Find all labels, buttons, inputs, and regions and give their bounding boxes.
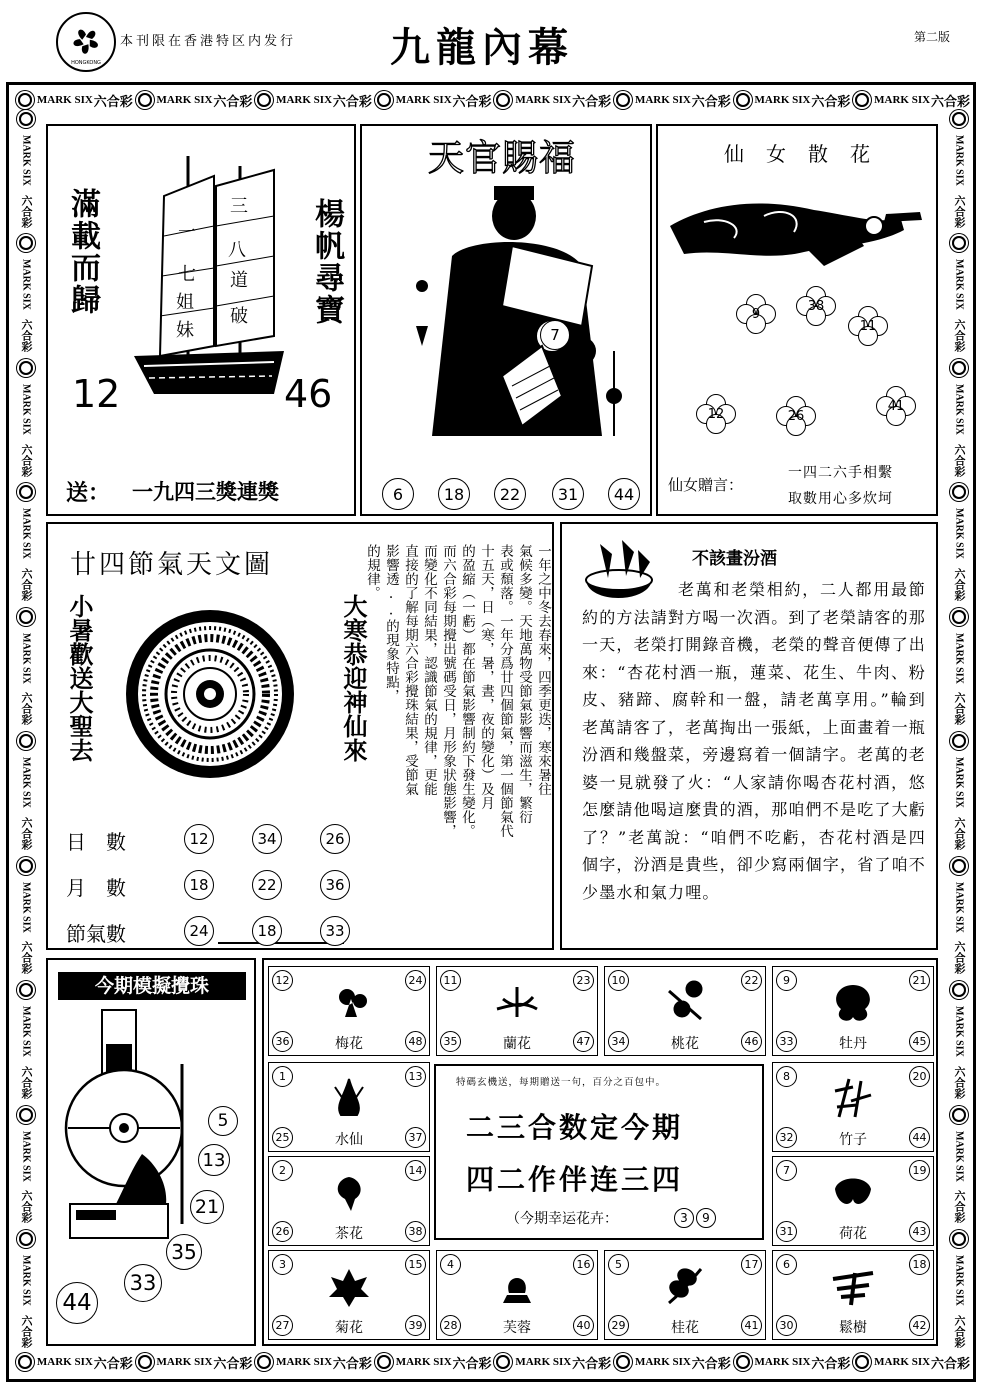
flower-ornament-icon xyxy=(952,983,966,997)
solar-number: 33 xyxy=(320,916,350,946)
fairy-number: 12 xyxy=(707,406,725,422)
liuhe-label: 六合彩 xyxy=(20,443,33,477)
mark-six-label: MARK SIX xyxy=(20,1130,32,1182)
liuhe-label: 六合彩 xyxy=(953,319,966,353)
flower-name: 桂花 xyxy=(671,1320,699,1336)
solar-text-column: 而六合彩每期攪出號碼受日，月形象狀態影響， xyxy=(440,544,456,838)
liuhe-label: 六合彩 xyxy=(20,941,33,975)
fairy-panel xyxy=(656,124,938,516)
flower-cell xyxy=(772,1250,934,1340)
solar-left-couplet: 小暑歡送大聖去 xyxy=(65,594,94,762)
liuhe-label: 六合彩 xyxy=(811,1355,851,1371)
flower-illustration-icon xyxy=(325,1263,373,1311)
flower-number: 4 xyxy=(440,1254,461,1275)
flower-number: 24 xyxy=(405,970,426,991)
mark-six-label: MARK SIX xyxy=(20,1006,32,1057)
flower-number: 28 xyxy=(440,1315,461,1336)
flower-number: 36 xyxy=(272,1031,293,1052)
liuhe-label: 六合彩 xyxy=(332,93,372,109)
liuhe-label: 六合彩 xyxy=(953,941,966,975)
mark-six-label: MARK SIX xyxy=(395,94,452,106)
center-hint-label: （今期幸运花卉： xyxy=(506,1211,618,1227)
lottery-ball: 44 xyxy=(56,1282,98,1324)
liuhe-label: 六合彩 xyxy=(953,1065,966,1099)
liuhe-label: 六合彩 xyxy=(572,1355,612,1371)
solar-text-column: 而變化不同結果，認識節氣的規律，更能 xyxy=(421,544,437,796)
liuhe-label: 六合彩 xyxy=(93,1355,133,1371)
mark-six-label: MARK SIX xyxy=(874,1356,931,1368)
lottery-ball: 33 xyxy=(124,1264,162,1302)
solar-number: 22 xyxy=(252,870,282,900)
flower-illustration-icon xyxy=(829,979,877,1027)
lottery-ball: 5 xyxy=(208,1106,238,1136)
flower-ornament-icon xyxy=(19,859,33,873)
mark-six-label: MARK SIX xyxy=(953,508,965,560)
liuhe-label: 六合彩 xyxy=(930,93,970,109)
solar-row-label: 月 數 xyxy=(66,876,126,900)
flower-number: 37 xyxy=(405,1127,426,1148)
mark-six-label: MARK SIX xyxy=(36,94,93,106)
flower-ornament-icon xyxy=(257,1355,271,1369)
edition-label: 第二版 xyxy=(914,30,951,44)
liuhe-label: 六合彩 xyxy=(953,816,966,850)
flower-ornament-icon xyxy=(952,1108,966,1122)
mark-six-label: MARK SIX xyxy=(20,1255,32,1306)
mark-six-label: MARK SIX xyxy=(953,881,965,933)
flower-cell xyxy=(268,1250,430,1340)
flower-number: 6 xyxy=(776,1254,797,1275)
flower-number: 29 xyxy=(608,1315,629,1336)
flower-illustration-icon xyxy=(493,1263,541,1311)
flower-number: 7 xyxy=(776,1160,797,1181)
story-panel xyxy=(560,522,938,950)
bauhinia-logo xyxy=(56,12,116,72)
mark-six-label: MARK SIX xyxy=(754,94,811,106)
liuhe-label: 六合彩 xyxy=(20,319,33,353)
mark-six-label: MARK SIX xyxy=(276,94,333,106)
flower-ornament-icon xyxy=(377,93,391,107)
header xyxy=(0,0,982,80)
flower-ornament-icon xyxy=(616,93,630,107)
flower-name: 荷花 xyxy=(839,1226,867,1242)
center-hint-number: 9 xyxy=(696,1208,716,1228)
flower-ornament-icon xyxy=(736,1355,750,1369)
sail-char: 妹 xyxy=(176,320,194,341)
god-badge: 7 xyxy=(540,320,570,350)
solar-text-column: 一年之中冬去春來，四季更迭，寒來暑往 xyxy=(535,544,551,796)
flower-number: 8 xyxy=(776,1066,797,1087)
fairy-gift-label: 仙女贈言： xyxy=(668,476,744,494)
flower-name: 芙蓉 xyxy=(503,1320,531,1336)
flower-cell xyxy=(772,1156,934,1246)
junk-ship-illustration xyxy=(124,156,294,396)
flower-ornament-icon xyxy=(19,1108,33,1122)
center-line2: 四二作伴连三四 xyxy=(466,1163,684,1196)
flower-ornament-icon xyxy=(952,112,966,126)
mark-six-label: MARK SIX xyxy=(20,508,32,560)
flower-ornament-icon xyxy=(377,1355,391,1369)
flower-number: 22 xyxy=(741,970,762,991)
flower-ornament-icon xyxy=(18,93,32,107)
mark-six-label: MARK SIX xyxy=(276,1356,333,1368)
liuhe-label: 六合彩 xyxy=(20,692,33,726)
flower-number: 46 xyxy=(741,1031,762,1052)
flower-number: 21 xyxy=(909,970,930,991)
flower-name: 菊花 xyxy=(335,1320,363,1336)
mark-six-label: MARK SIX xyxy=(156,1356,213,1368)
fairy-flower-badge xyxy=(796,286,836,326)
flower-illustration-icon xyxy=(829,1169,877,1217)
mark-six-label: MARK SIX xyxy=(953,1255,965,1306)
mark-six-label: MARK SIX xyxy=(20,383,32,435)
flower-ornament-icon xyxy=(952,859,966,873)
flower-ornament-icon xyxy=(18,1355,32,1369)
solar-text-column: 表或頹落。一年分爲廿四個節氣，第一個節氣代 xyxy=(497,544,513,838)
number-right: 46 xyxy=(284,372,333,416)
flower-name: 水仙 xyxy=(335,1132,363,1148)
flower-ornament-icon xyxy=(952,485,966,499)
flower-number: 33 xyxy=(776,1031,797,1052)
border-bottom xyxy=(14,1350,970,1374)
liuhe-label: 六合彩 xyxy=(953,1190,966,1224)
solar-text-column: 十五天，日（寒，暑，晝，夜的變化）及月 xyxy=(478,544,494,810)
flower-illustration-icon xyxy=(661,979,709,1027)
lottery-ball: 21 xyxy=(190,1190,224,1224)
left-couplet: 滿載而歸 xyxy=(65,188,100,316)
flower-number: 48 xyxy=(405,1031,426,1052)
flower-ornament-icon xyxy=(138,1355,152,1369)
solar-panel xyxy=(46,522,554,950)
flower-number: 40 xyxy=(573,1315,594,1336)
flower-number: 45 xyxy=(909,1031,930,1052)
flower-ornament-icon xyxy=(616,1355,630,1369)
flower-ornament-icon xyxy=(736,93,750,107)
fairy-number: 26 xyxy=(787,408,805,424)
flower-ornament-icon xyxy=(19,983,33,997)
sail-char: 一 xyxy=(178,222,196,243)
number-left: 12 xyxy=(72,372,121,416)
god-number: 22 xyxy=(494,478,526,510)
liuhe-label: 六合彩 xyxy=(953,194,966,228)
flower-number: 31 xyxy=(776,1221,797,1242)
mark-six-label: MARK SIX xyxy=(953,383,965,435)
flower-cell xyxy=(772,1062,934,1152)
flower-number: 32 xyxy=(776,1127,797,1148)
mark-six-label: MARK SIX xyxy=(953,757,965,809)
solar-number: 34 xyxy=(252,824,282,854)
flower-number: 3 xyxy=(272,1254,293,1275)
flower-number: 44 xyxy=(909,1127,930,1148)
flower-ornament-icon xyxy=(19,610,33,624)
flower-number: 15 xyxy=(405,1254,426,1275)
flower-number: 20 xyxy=(909,1066,930,1087)
flower-name: 鬆樹 xyxy=(839,1320,867,1336)
flower-number: 25 xyxy=(272,1127,293,1148)
flower-ornament-icon xyxy=(19,112,33,126)
fairy-number: 11 xyxy=(859,318,877,334)
mark-six-label: MARK SIX xyxy=(634,1356,691,1368)
solar-number: 18 xyxy=(184,870,214,900)
solar-title: 廿四節氣天文圖 xyxy=(70,550,274,580)
junk-panel xyxy=(46,124,356,516)
flower-cell xyxy=(268,1062,430,1152)
flower-name: 牡丹 xyxy=(839,1036,867,1052)
lottery-ball: 35 xyxy=(166,1234,202,1270)
solar-row-label: 日 數 xyxy=(66,830,126,854)
liuhe-label: 六合彩 xyxy=(953,1314,966,1348)
sail-char: 七 xyxy=(178,264,196,285)
flower-ornament-icon xyxy=(952,361,966,375)
flower-number: 1 xyxy=(272,1066,293,1087)
mark-six-label: MARK SIX xyxy=(515,1356,572,1368)
liuhe-label: 六合彩 xyxy=(452,93,492,109)
flower-number: 5 xyxy=(608,1254,629,1275)
sail-char: 姐 xyxy=(176,292,194,313)
flower-illustration-icon xyxy=(325,1169,373,1217)
flower-ornament-icon xyxy=(138,93,152,107)
story-title: 不該畫汾酒 xyxy=(692,549,777,569)
flower-number: 11 xyxy=(440,970,461,991)
flower-number: 39 xyxy=(405,1315,426,1336)
liuhe-label: 六合彩 xyxy=(213,93,253,109)
border-top xyxy=(14,88,970,112)
god-number: 6 xyxy=(382,478,414,510)
flower-number: 41 xyxy=(741,1315,762,1336)
send-label: 送： xyxy=(66,480,111,506)
liuhe-label: 六合彩 xyxy=(691,93,731,109)
flower-number: 18 xyxy=(909,1254,930,1275)
center-tagline: 特碼玄機送，每期贈送一句，百分之百包中。 xyxy=(456,1077,667,1088)
fairy-number: 38 xyxy=(807,298,825,314)
page-title: 九龍內幕 xyxy=(390,24,574,71)
fairy-flower-badge xyxy=(848,306,888,346)
flower-ornament-icon xyxy=(952,1232,966,1246)
flower-number: 14 xyxy=(405,1160,426,1181)
mark-six-label: MARK SIX xyxy=(20,632,32,684)
send-text: 一九四三獎連獎 xyxy=(132,479,279,504)
flower-number: 43 xyxy=(909,1221,930,1242)
fairy-flower-badge xyxy=(736,294,776,334)
flower-number: 23 xyxy=(573,970,594,991)
fairy-gift-line1: 一四二六手相繫 xyxy=(788,465,893,481)
flower-number: 19 xyxy=(909,1160,930,1181)
flower-number: 34 xyxy=(608,1031,629,1052)
flower-cell xyxy=(268,966,430,1056)
flower-number: 30 xyxy=(776,1315,797,1336)
liuhe-label: 六合彩 xyxy=(953,692,966,726)
mark-six-label: MARK SIX xyxy=(395,1356,452,1368)
god-panel xyxy=(360,124,652,516)
flower-number: 17 xyxy=(741,1254,762,1275)
fairy-number: 41 xyxy=(887,398,905,414)
mark-six-label: MARK SIX xyxy=(156,94,213,106)
solar-number: 18 xyxy=(252,916,282,946)
flower-illustration-icon xyxy=(661,1263,709,1311)
mark-six-label: MARK SIX xyxy=(36,1356,93,1368)
sail-char: 八 xyxy=(228,240,246,261)
flower-number: 38 xyxy=(405,1221,426,1242)
solar-text-column: 直接的了解每期六合彩攪珠結果，受節氣 xyxy=(402,544,418,796)
liuhe-label: 六合彩 xyxy=(452,1355,492,1371)
lottery-title: 今期模擬攪珠 xyxy=(58,972,246,1000)
lottery-panel xyxy=(46,958,256,1346)
solar-text-column: 的規律。 xyxy=(364,544,380,600)
mark-six-label: MARK SIX xyxy=(754,1356,811,1368)
right-couplet: 楊帆尋寶 xyxy=(309,198,344,326)
center-hint-number: 3 xyxy=(674,1208,694,1228)
flower-name: 梅花 xyxy=(335,1036,363,1052)
logo-text: HONGKONG xyxy=(71,60,101,66)
liuhe-label: 六合彩 xyxy=(930,1355,970,1371)
god-illustration xyxy=(392,176,632,476)
flower-ornament-icon xyxy=(952,610,966,624)
story-text: 老萬和老榮相約，二人都用最節約的方法請對方喝一次酒。到了老榮請客的那一天，老榮打開錄音機，老榮的聲音便傳了出來：“杏花村酒一瓶，蓮菜、花生、牛肉、粉皮、豬蹄、腐幹和一盤，請老萬享用。”輪到老萬請客了，老萬掏出一張紙，上面畫着一瓶汾酒和幾盤菜，旁邊寫着一個請字。老萬的老婆一見就發了火：“人家請你喝杏花村酒，悠怎麼請他喝這麼貴的酒，那咱們不是吃了大虧了？”老萬說：“咱們不吃虧，杏花村酒是四個字，汾酒是貴些，卻少寫兩個字，省了咱不少墨水和氣力哩。 xyxy=(582,580,927,902)
flower-illustration-icon xyxy=(325,979,373,1027)
flower-ornament-icon xyxy=(19,236,33,250)
flower-ornament-icon xyxy=(952,236,966,250)
solar-number: 26 xyxy=(320,824,350,854)
liuhe-label: 六合彩 xyxy=(93,93,133,109)
liuhe-label: 六合彩 xyxy=(20,1190,33,1224)
liuhe-label: 六合彩 xyxy=(20,194,33,228)
mark-six-label: MARK SIX xyxy=(953,632,965,684)
sail-char: 道 xyxy=(230,270,248,291)
flower-illustration-icon xyxy=(493,979,541,1027)
mark-six-label: MARK SIX xyxy=(953,134,965,186)
liuhe-label: 六合彩 xyxy=(953,443,966,477)
center-box xyxy=(434,1064,764,1240)
god-title: 天官賜福 xyxy=(428,138,577,179)
flower-number: 42 xyxy=(909,1315,930,1336)
liuhe-label: 六合彩 xyxy=(811,93,851,109)
mark-six-label: MARK SIX xyxy=(874,94,931,106)
flower-illustration-icon xyxy=(325,1075,373,1123)
flower-ornament-icon xyxy=(855,1355,869,1369)
sail-char: 破 xyxy=(230,306,248,327)
mark-six-label: MARK SIX xyxy=(20,757,32,809)
circulation-note: 本刊限在香港特区内发行 xyxy=(120,34,297,49)
mark-six-label: MARK SIX xyxy=(515,94,572,106)
solar-text-column: 氣候多變。天地萬物受節氣影響而滋生，繁衍 xyxy=(516,544,532,824)
flower-number: 35 xyxy=(440,1031,461,1052)
solar-row-label: 節氣數 xyxy=(66,922,126,946)
god-number: 18 xyxy=(438,478,470,510)
liuhe-label: 六合彩 xyxy=(953,568,966,601)
flower-illustration-icon xyxy=(829,1263,877,1311)
liuhe-label: 六合彩 xyxy=(691,1355,731,1371)
fairy-flower-badge xyxy=(776,396,816,436)
fairy-number: 9 xyxy=(751,306,761,322)
solar-right-couplet: 大寒恭迎神仙來 xyxy=(339,594,368,762)
flower-number: 10 xyxy=(608,970,629,991)
solar-number: 36 xyxy=(320,870,350,900)
mark-six-label: MARK SIX xyxy=(953,1130,965,1182)
fairy-flower-badge xyxy=(696,394,736,434)
flower-number: 26 xyxy=(272,1221,293,1242)
liuhe-label: 六合彩 xyxy=(20,568,33,601)
fairy-gift-line2: 取數用心多炊坷 xyxy=(788,491,893,507)
flower-cell xyxy=(436,966,598,1056)
center-line1: 二三合数定今期 xyxy=(466,1111,684,1144)
lottery-machine xyxy=(56,1004,206,1244)
god-number: 31 xyxy=(552,478,584,510)
liuhe-label: 六合彩 xyxy=(20,1065,33,1099)
flower-cell xyxy=(436,1250,598,1340)
flower-ornament-icon xyxy=(19,734,33,748)
flower-name: 桃花 xyxy=(671,1036,699,1052)
flower-name: 茶花 xyxy=(335,1226,363,1242)
flower-ornament-icon xyxy=(19,361,33,375)
fairy-illustration xyxy=(664,186,934,276)
god-number: 44 xyxy=(608,478,640,510)
mark-six-label: MARK SIX xyxy=(20,881,32,933)
flower-cell xyxy=(772,966,934,1056)
solar-number: 12 xyxy=(184,824,214,854)
solar-wheel xyxy=(120,604,300,784)
border-left xyxy=(12,112,40,1348)
flower-name: 蘭花 xyxy=(503,1036,531,1052)
flower-ornament-icon xyxy=(19,485,33,499)
flower-name: 竹子 xyxy=(839,1132,867,1148)
liuhe-label: 六合彩 xyxy=(20,816,33,850)
flower-illustration-icon xyxy=(829,1075,877,1123)
lottery-ball: 13 xyxy=(198,1144,230,1176)
mark-six-label: MARK SIX xyxy=(953,259,965,311)
flower-number: 2 xyxy=(272,1160,293,1181)
flower-number: 9 xyxy=(776,970,797,991)
mark-six-label: MARK SIX xyxy=(20,134,32,186)
mark-six-label: MARK SIX xyxy=(20,259,32,311)
solar-text xyxy=(364,544,551,944)
border-right xyxy=(944,112,974,1348)
sail-char: 三 xyxy=(230,196,248,217)
fairy-flower-badge xyxy=(876,386,916,426)
mark-six-label: MARK SIX xyxy=(634,94,691,106)
flower-number: 16 xyxy=(573,1254,594,1275)
mark-six-label: MARK SIX xyxy=(953,1006,965,1057)
liuhe-label: 六合彩 xyxy=(213,1355,253,1371)
flower-ornament-icon xyxy=(257,93,271,107)
solar-text-column: 影響透..的現象特點， xyxy=(383,544,399,703)
fairy-title: 仙女散花 xyxy=(724,142,892,166)
flower-number: 13 xyxy=(405,1066,426,1087)
liuhe-label: 六合彩 xyxy=(332,1355,372,1371)
flower-number: 12 xyxy=(272,970,293,991)
liuhe-label: 六合彩 xyxy=(572,93,612,109)
flower-cell xyxy=(604,1250,766,1340)
flower-ornament-icon xyxy=(855,93,869,107)
flower-number: 47 xyxy=(573,1031,594,1052)
solar-text-column: 的盈縮（一虧）都在節氣影響制約下發生變化。 xyxy=(459,544,475,838)
flower-ornament-icon xyxy=(952,734,966,748)
liuhe-label: 六合彩 xyxy=(20,1314,33,1348)
flower-ornament-icon xyxy=(496,1355,510,1369)
solar-number: 24 xyxy=(184,916,214,946)
flower-ornament-icon xyxy=(19,1232,33,1246)
flower-cell xyxy=(604,966,766,1056)
flower-number: 27 xyxy=(272,1315,293,1336)
flower-cell xyxy=(268,1156,430,1246)
flower-ornament-icon xyxy=(496,93,510,107)
